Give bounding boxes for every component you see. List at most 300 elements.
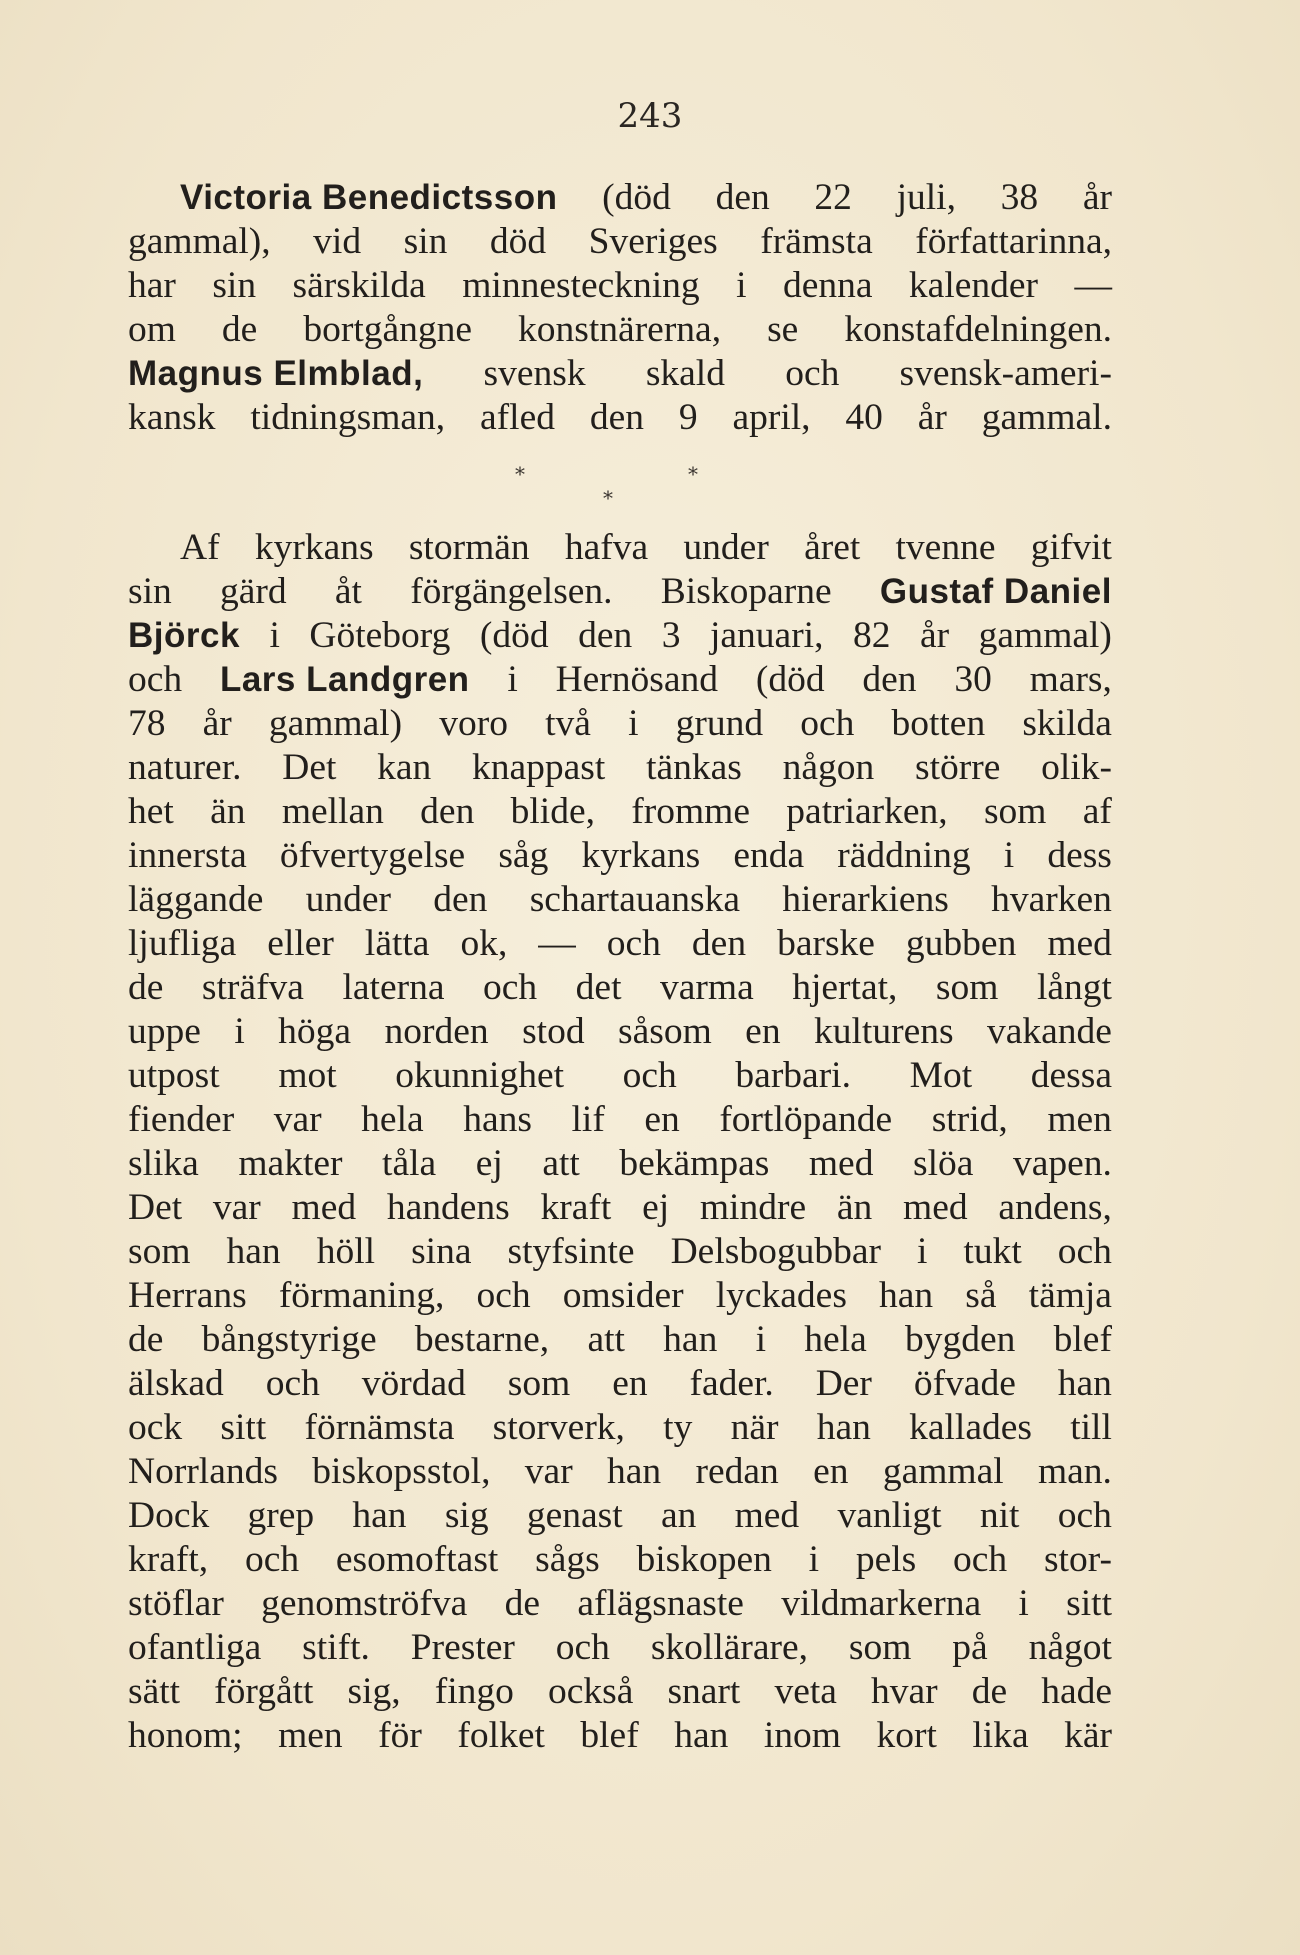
word: sitt xyxy=(220,1407,267,1448)
word: men xyxy=(278,1715,343,1756)
word: sin xyxy=(212,265,257,306)
word: honom; xyxy=(128,1715,243,1756)
word: storverk, xyxy=(492,1407,625,1448)
asterisk: * xyxy=(515,462,525,486)
word: kallades xyxy=(909,1407,1032,1448)
word: mellan xyxy=(281,791,384,832)
word: som xyxy=(128,1231,191,1272)
word: se xyxy=(767,309,799,350)
word: konstnärerna, xyxy=(518,309,722,350)
word: förgått xyxy=(214,1671,314,1712)
text-line xyxy=(128,1010,1112,1054)
word: Göteborg xyxy=(309,615,451,656)
text-line xyxy=(128,570,1112,614)
word: uppe xyxy=(128,1011,201,1052)
word: juli, xyxy=(896,177,956,218)
word: vördad xyxy=(361,1363,466,1404)
text-line xyxy=(128,220,1112,264)
word: Norrlands xyxy=(128,1451,278,1492)
word: pels xyxy=(855,1539,917,1580)
word: nit xyxy=(979,1495,1020,1536)
word: fingo xyxy=(434,1671,514,1712)
text-line xyxy=(128,966,1112,1010)
word: ty xyxy=(663,1407,693,1448)
word: stormän xyxy=(408,527,530,568)
word: blef xyxy=(1053,1319,1112,1360)
word: Dock xyxy=(128,1495,210,1536)
word: författarinna, xyxy=(915,221,1112,262)
word: den xyxy=(862,659,917,700)
word: stod xyxy=(522,1011,585,1052)
text-line xyxy=(128,264,1112,308)
word: slöa xyxy=(913,1143,974,1184)
word: gammal), xyxy=(128,221,271,262)
word: skilda xyxy=(1022,703,1112,744)
word: Victoria Benedictsson xyxy=(180,178,558,217)
text-line xyxy=(128,1186,1112,1230)
word: lika xyxy=(972,1715,1029,1756)
asterisk: * xyxy=(688,462,698,486)
word: var xyxy=(273,1099,322,1140)
text-line xyxy=(128,1142,1112,1186)
word: men xyxy=(1047,1099,1112,1140)
word: gammal) xyxy=(268,703,403,744)
word: de xyxy=(221,309,258,350)
word: schartauanska xyxy=(529,879,741,920)
word: räddning xyxy=(837,835,971,876)
word: makter xyxy=(238,1143,343,1184)
word: hans xyxy=(463,1099,532,1140)
text-line xyxy=(128,1494,1112,1538)
word: Björck xyxy=(128,616,240,655)
word: år xyxy=(202,703,232,744)
word: kan xyxy=(377,747,432,788)
word: eller xyxy=(267,923,334,964)
word: ej xyxy=(642,1187,670,1228)
word: mot xyxy=(278,1055,337,1096)
word: — xyxy=(538,923,576,964)
word: fader. xyxy=(689,1363,774,1404)
word: sträfva xyxy=(201,967,304,1008)
word: 40 xyxy=(845,397,883,438)
word: stöflar xyxy=(128,1583,224,1624)
word: kraft, xyxy=(128,1539,209,1580)
word: denna xyxy=(782,265,873,306)
text-line xyxy=(128,702,1112,746)
word: patriarken, xyxy=(786,791,948,832)
word: bestarne, xyxy=(414,1319,550,1360)
word: vildmarkerna xyxy=(781,1583,982,1624)
word: större xyxy=(915,747,1001,788)
word: lyckades xyxy=(715,1275,847,1316)
word: i xyxy=(808,1539,820,1580)
word: om xyxy=(128,309,176,350)
word: minnesteckning xyxy=(462,265,700,306)
text-line xyxy=(128,1626,1112,1670)
text-line xyxy=(128,1098,1112,1142)
word: förmaning, xyxy=(278,1275,445,1316)
word: han xyxy=(879,1275,934,1316)
word: med xyxy=(903,1187,968,1228)
word: i xyxy=(507,659,518,700)
text-line xyxy=(128,1274,1112,1318)
word: med xyxy=(734,1495,800,1536)
word: åt xyxy=(334,571,362,612)
word: kraft xyxy=(540,1187,612,1228)
word: och xyxy=(953,1539,1008,1580)
word: veta xyxy=(774,1671,837,1712)
word: fromme xyxy=(631,791,750,832)
word: Prester xyxy=(410,1627,515,1668)
word: förnämsta xyxy=(304,1407,455,1448)
word: ljufliga xyxy=(128,923,237,964)
word: biskopen xyxy=(636,1539,772,1580)
word: och xyxy=(606,923,661,964)
word: Det xyxy=(282,747,337,788)
paragraph-church-leaders xyxy=(128,526,1112,1758)
word: snart xyxy=(667,1671,741,1712)
text-line xyxy=(128,1450,1112,1494)
word: under xyxy=(683,527,769,568)
text-line xyxy=(128,1582,1112,1626)
word: gammal xyxy=(882,1451,1004,1492)
word: än xyxy=(210,791,246,832)
word: ok, xyxy=(460,923,508,964)
word: 38 xyxy=(1000,177,1039,218)
word: varma xyxy=(660,967,754,1008)
word: 82 xyxy=(852,615,891,656)
word: bångstyrige xyxy=(201,1319,377,1360)
word: Magnus Elmblad, xyxy=(128,354,424,393)
word: hade xyxy=(1041,1671,1112,1712)
word: hjertat, xyxy=(792,967,898,1008)
word: olik- xyxy=(1041,747,1112,788)
word: redan xyxy=(695,1451,779,1492)
text-line xyxy=(128,1054,1112,1098)
word: under xyxy=(305,879,392,920)
word: fiender xyxy=(128,1099,235,1140)
text-line xyxy=(128,1670,1112,1714)
word: höll xyxy=(316,1231,376,1272)
word: svensk xyxy=(483,353,586,394)
word: höga xyxy=(278,1011,352,1052)
word: ej xyxy=(475,1143,503,1184)
word: en xyxy=(612,1363,648,1404)
word: knappast xyxy=(472,747,606,788)
word: och xyxy=(483,967,538,1008)
word: barbari. xyxy=(735,1055,851,1096)
word: gärd xyxy=(220,571,287,612)
word: död xyxy=(489,221,547,262)
word: de xyxy=(128,1319,164,1360)
word: Sveriges xyxy=(588,221,718,262)
word: genast xyxy=(526,1495,623,1536)
word: sitt xyxy=(1066,1583,1112,1624)
word: bygden xyxy=(904,1319,1016,1360)
word: han xyxy=(607,1451,662,1492)
word: kansk xyxy=(128,397,216,438)
text-line xyxy=(128,658,1112,702)
text-line xyxy=(128,790,1112,834)
word: kyrkans xyxy=(254,527,374,568)
word: år xyxy=(1082,177,1112,218)
word: till xyxy=(1070,1407,1112,1448)
word: grep xyxy=(247,1495,315,1536)
word: — xyxy=(1074,265,1112,306)
word: han xyxy=(674,1715,729,1756)
word: blide, xyxy=(510,791,595,832)
word: främsta xyxy=(760,221,873,262)
word: han xyxy=(663,1319,718,1360)
page-number: 243 xyxy=(617,96,683,136)
word: och xyxy=(265,1363,320,1404)
word: 3 xyxy=(661,615,681,656)
word: något xyxy=(1028,1627,1112,1668)
word: omsider xyxy=(562,1275,684,1316)
word: innersta xyxy=(128,835,247,876)
word: den xyxy=(420,791,475,832)
text-line xyxy=(128,922,1112,966)
word: älskad xyxy=(128,1363,224,1404)
word: hvarken xyxy=(991,879,1112,920)
text-line xyxy=(128,1406,1112,1450)
word: någon xyxy=(782,747,875,788)
word: än xyxy=(836,1187,873,1228)
word: af xyxy=(1082,791,1112,832)
word: öfvade xyxy=(913,1363,1016,1404)
word: 78 xyxy=(128,703,166,744)
word: sin xyxy=(403,221,448,262)
word: som xyxy=(983,791,1047,832)
word: hafva xyxy=(564,527,649,568)
word: Delsbogubbar xyxy=(670,1231,881,1272)
word: i xyxy=(916,1231,928,1272)
word: Gustaf Daniel xyxy=(879,572,1112,611)
word: sig xyxy=(444,1495,489,1536)
word: två xyxy=(545,703,591,744)
word: förgängelsen. xyxy=(410,571,613,612)
word: den xyxy=(589,397,644,438)
word: 30 xyxy=(954,659,992,700)
word: sig, xyxy=(347,1671,401,1712)
word: för xyxy=(378,1715,422,1756)
word: såsom xyxy=(618,1011,712,1052)
word: öfvertygelse xyxy=(279,835,466,876)
word: tukt xyxy=(963,1231,1022,1272)
paragraph-obituaries-writers xyxy=(128,176,1112,440)
word: 9 xyxy=(678,397,698,438)
word: (död xyxy=(602,177,671,218)
word: Lars Landgren xyxy=(219,660,470,699)
word: och xyxy=(785,353,840,394)
word: stor- xyxy=(1043,1539,1112,1580)
word: stift. xyxy=(302,1627,370,1668)
word: sågs xyxy=(535,1539,600,1580)
word: i xyxy=(234,1011,245,1052)
word: år xyxy=(917,397,947,438)
word: kyrkans xyxy=(581,835,701,876)
word: och xyxy=(800,703,855,744)
word: vanligt xyxy=(837,1495,942,1536)
word: kort xyxy=(876,1715,937,1756)
text-line xyxy=(128,308,1112,352)
word: som xyxy=(507,1363,571,1404)
word: tidningsman, xyxy=(250,397,446,438)
word: naturer. xyxy=(128,747,242,788)
word: hela xyxy=(361,1099,424,1140)
word: på xyxy=(952,1627,988,1668)
word: man. xyxy=(1037,1451,1112,1492)
word: den xyxy=(715,177,770,218)
word: handens xyxy=(386,1187,510,1228)
word: ock xyxy=(128,1407,183,1448)
word: strid, xyxy=(931,1099,1008,1140)
word: slika xyxy=(128,1143,199,1184)
word: Biskoparne xyxy=(660,571,832,612)
word: och xyxy=(1057,1231,1112,1272)
word: han xyxy=(1057,1363,1112,1404)
word: (död xyxy=(755,659,825,700)
word: att xyxy=(587,1319,625,1360)
word: och xyxy=(555,1627,610,1668)
word: tämja xyxy=(1028,1275,1112,1316)
word: svensk-ameri- xyxy=(899,353,1112,394)
word: botten xyxy=(891,703,986,744)
word: i xyxy=(1003,835,1015,876)
word: var xyxy=(524,1451,573,1492)
word: utpost xyxy=(128,1055,220,1096)
word: bekämpas xyxy=(619,1143,770,1184)
word: mars, xyxy=(1029,659,1112,700)
text-line xyxy=(128,526,1112,570)
word: mindre xyxy=(699,1187,807,1228)
word: som xyxy=(848,1627,912,1668)
word: den xyxy=(433,879,488,920)
word: och xyxy=(476,1275,531,1316)
word: Der xyxy=(815,1363,872,1404)
word: gammal. xyxy=(981,397,1112,438)
word: tvenne xyxy=(895,527,996,568)
word: okunnighet xyxy=(395,1055,565,1096)
word: blef xyxy=(580,1715,639,1756)
word: andens, xyxy=(998,1187,1112,1228)
word: med xyxy=(1047,923,1112,964)
word: också xyxy=(547,1671,634,1712)
word: hvar xyxy=(870,1671,938,1712)
text-line xyxy=(128,352,1112,396)
word: de xyxy=(504,1583,541,1624)
word: laterna xyxy=(342,967,445,1008)
word: och xyxy=(1057,1495,1112,1536)
word: hela xyxy=(804,1319,867,1360)
word: kalender xyxy=(908,265,1039,306)
word: har xyxy=(128,265,176,306)
word: de xyxy=(971,1671,1008,1712)
word: och xyxy=(128,659,183,700)
word: läggande xyxy=(128,879,264,920)
word: med xyxy=(291,1187,357,1228)
word: Det xyxy=(128,1187,183,1228)
text-line xyxy=(128,1714,1112,1758)
word: an xyxy=(660,1495,697,1536)
word: barske xyxy=(777,923,875,964)
word: sina xyxy=(411,1231,472,1272)
word: gifvit xyxy=(1030,527,1112,568)
word: tåla xyxy=(382,1143,437,1184)
word: 22 xyxy=(814,177,852,218)
word: såg xyxy=(498,835,549,876)
word: (död xyxy=(479,615,549,656)
word: folket xyxy=(457,1715,545,1756)
word: han xyxy=(352,1495,407,1536)
word: att xyxy=(542,1143,580,1184)
word: när xyxy=(730,1407,779,1448)
word: enda xyxy=(733,835,805,876)
word: ofantliga xyxy=(128,1627,262,1668)
word: bortgångne xyxy=(303,309,473,350)
word: styfsinte xyxy=(507,1231,635,1272)
word: vid xyxy=(313,221,362,262)
word: esomoftast xyxy=(335,1539,499,1580)
word: en xyxy=(813,1451,849,1492)
word: han xyxy=(816,1407,871,1448)
word: och xyxy=(244,1539,300,1580)
word: i xyxy=(628,703,639,744)
text-line xyxy=(128,1538,1112,1582)
word: kulturens xyxy=(814,1011,954,1052)
word: han xyxy=(226,1231,281,1272)
asterisk: * xyxy=(603,486,613,510)
word: Mot xyxy=(909,1055,973,1096)
word: grund xyxy=(675,703,764,744)
word: Af xyxy=(180,527,220,568)
word: den xyxy=(691,923,747,964)
word: genomströfva xyxy=(261,1583,468,1624)
word: dessa xyxy=(1030,1055,1112,1096)
word: som xyxy=(935,967,999,1008)
word: aflägsnaste xyxy=(577,1583,744,1624)
word: skald xyxy=(645,353,725,394)
word: i xyxy=(736,265,747,306)
word: inom xyxy=(763,1715,841,1756)
word: skollärare, xyxy=(650,1627,809,1668)
word: gubben xyxy=(905,923,1017,964)
word: sin xyxy=(128,571,172,612)
word: Hernösand xyxy=(555,659,719,700)
word: Herrans xyxy=(128,1275,247,1316)
word: så xyxy=(965,1275,997,1316)
word: de xyxy=(128,967,164,1008)
word: hierarkiens xyxy=(782,879,949,920)
word: het xyxy=(128,791,174,832)
word: konstafdelningen. xyxy=(844,309,1112,350)
word: en xyxy=(644,1099,680,1140)
text-line xyxy=(128,396,1112,440)
word: i xyxy=(269,615,280,656)
word: långt xyxy=(1036,967,1112,1008)
word: i xyxy=(1018,1583,1029,1624)
word: och xyxy=(622,1055,677,1096)
text-line xyxy=(128,614,1112,658)
word: april, xyxy=(732,397,811,438)
word: lätta xyxy=(364,923,430,964)
word: år xyxy=(919,615,950,656)
word: med xyxy=(808,1143,874,1184)
word: afled xyxy=(480,397,555,438)
word: i xyxy=(755,1319,766,1360)
text-line xyxy=(128,878,1112,922)
text-line xyxy=(128,746,1112,790)
